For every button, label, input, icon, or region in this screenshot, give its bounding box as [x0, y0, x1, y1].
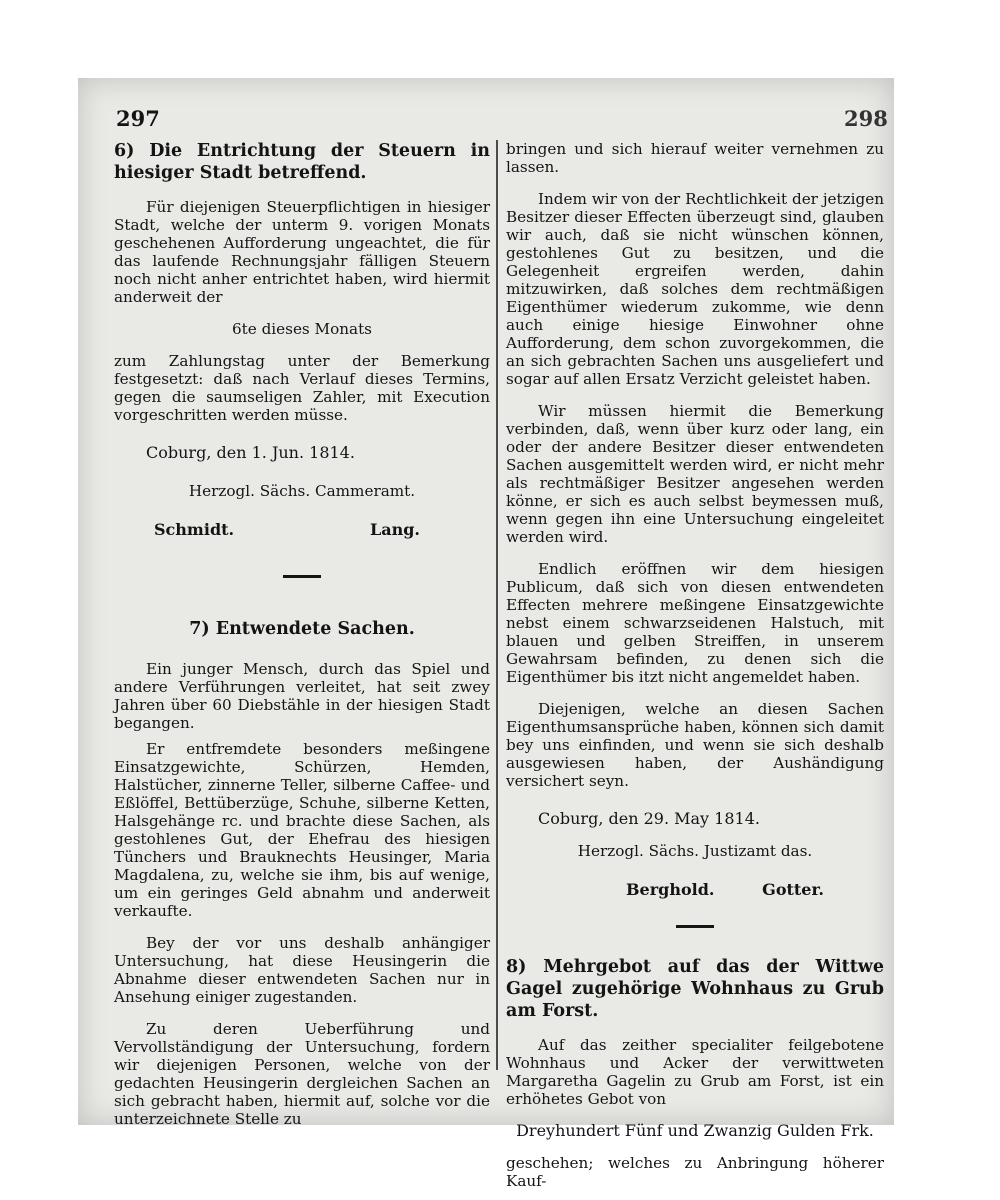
right-column — [506, 140, 884, 1190]
column-divider — [496, 140, 498, 1070]
right-paragraph-5: Diejenigen, welche an diesen Sachen Eigenthumsansprüche haben, können sich damit bey uns einfinden, und wenn sie sich deshalb ausgewiesen haben, der Aushändigung versichert seyn. — [506, 700, 884, 790]
section-separator — [283, 575, 321, 578]
justizamt-place-date: Coburg, den 29. May 1814. — [538, 809, 760, 828]
signature-berghold: Berghold. — [626, 880, 715, 899]
section-6-signatures — [114, 520, 490, 539]
section-6-paragraph-2: zum Zahlungstag unter der Bemerkung festgesetzt: daß nach Verlauf dieses Termins, gegen die saumseligen Zahler, mit Execution vorgeschritten werden müsse. — [114, 352, 490, 424]
justizamt-office: Herzogl. Sächs. Justizamt das. — [577, 842, 813, 860]
section-8-paragraph-1: Auf das zeither specialiter feilgebotene Wohnhaus und Acker der verwittweten Margaretha Gagelin zu Grub am Forst, ist ein erhöhetes Gebot von — [506, 1036, 884, 1108]
section-6-paragraph-1: Für diejenigen Steuerpflichtigen in hiesiger Stadt, welche der unterm 9. vorigen Monats geschehenen Aufforderung ungeachtet, die für das laufende Rechnungsjahr fälligen Steuern noch nicht anher entrichtet haben, wird hiermit anderweit der — [114, 198, 490, 306]
page-number-right: 298 — [844, 106, 888, 131]
signature-lang: Lang. — [369, 520, 420, 539]
section-6-title: 6) Die Entrichtung der Steuern in hiesiger Stadt betreffend. — [114, 141, 490, 183]
section-6-deadline: 6te dieses Monats — [232, 320, 372, 338]
section-7-paragraph-2: Er entfremdete besonders meßingene Einsatzgewichte, Schürzen, Hemden, Halstücher, zinnerne Teller, silberne Caffee- und Eßlöffel, Bettüberzüge, Schuhe, silberne Ketten, Halsgehänge rc. und brachte diese Sachen, als gestohlenes Gut, der Ehefrau des hiesigen Tünchers und Brauknechts Heusinger, Maria Magdalena, zu, welche sie ihm, bis auf wenige, um ein geringes Geld abnahm und anderweit verkaufte. — [114, 740, 490, 920]
page-number-left: 297 — [116, 106, 160, 131]
section-separator-right — [676, 925, 714, 928]
justizamt-signatures — [506, 880, 884, 899]
right-paragraph-4: Endlich eröffnen wir dem hiesigen Publicum, daß sich von diesen entwendeten Effecten mehrere meßingene Einsatzgewichte nebst einem schwarzseidenen Halstuch, mit blauen und gelben Streiffen, in unserem Gewahrsam befinden, zu denen sich die Eigenthümer bis itzt nicht angemeldet haben. — [506, 560, 884, 686]
section-7-paragraph-4: Zu deren Ueberführung und Vervollständigung der Untersuchung, fordern wir diejenigen Personen, welche von der gedachten Heusingerin dergleichen Sachen an sich gebracht haben, hiermit auf, solche vor die unterzeichnete Stelle zu — [114, 1020, 490, 1128]
section-6-place-date: Coburg, den 1. Jun. 1814. — [146, 443, 355, 462]
section-6-office: Herzogl. Sächs. Cammeramt. — [188, 482, 416, 500]
section-7-title: 7) Entwendete Sachen. — [189, 619, 415, 639]
section-7-paragraph-1: Ein junger Mensch, durch das Spiel und andere Verführungen verleitet, hat seit zwey Jahren über 60 Diebstähle in der hiesigen Stadt begangen. — [114, 660, 490, 732]
signature-schmidt: Schmidt. — [154, 520, 235, 539]
section-8-title: 8) Mehrgebot auf das der Wittwe Gagel zugehörige Wohnhaus zu Grub am Forst. — [506, 957, 884, 1021]
right-paragraph-3: Wir müssen hiermit die Bemerkung verbinden, daß, wenn über kurz oder lang, ein oder der andere Besitzer dieser entwendeten Sachen ausgemittelt werden wird, er nicht mehr als rechtmäßiger Besitzer angesehen werden könne, er sich es auch selbst beymessen muß, wenn gegen ihn eine Untersuchung eingeleitet werden wird. — [506, 402, 884, 546]
signature-gotter: Gotter. — [762, 880, 824, 899]
left-column — [114, 140, 490, 1128]
section-7-paragraph-3: Bey der vor uns deshalb anhängiger Untersuchung, hat diese Heusingerin die Abnahme dieser entwendeten Sachen nur in Ansehung einiger zugestanden. — [114, 934, 490, 1006]
right-paragraph-2: Indem wir von der Rechtlichkeit der jetzigen Besitzer dieser Effecten überzeugt sind, glauben wir auch, daß sie nicht wünschen können, gestohlenes Gut zu besitzen, und die Gelegenheit ergreifen werden, dahin mitzuwirken, daß solches dem rechtmäßigen Eigenthümer wiederum zukomme, wie denn auch einige hiesige Einwohner ohne Aufforderung, dem schon zuvorgekommen, die an sich gebrachten Sachen uns ausgeliefert und sogar auf allen Ersatz Verzicht geleistet haben. — [506, 190, 884, 388]
section-8-amount: Dreyhundert Fünf und Zwanzig Gulden Frk. — [516, 1121, 874, 1140]
continuation-paragraph: bringen und sich hierauf weiter vernehmen zu lassen. — [506, 140, 884, 176]
section-8-paragraph-2: geschehen; welches zu Anbringung höherer Kauf- — [506, 1154, 884, 1190]
